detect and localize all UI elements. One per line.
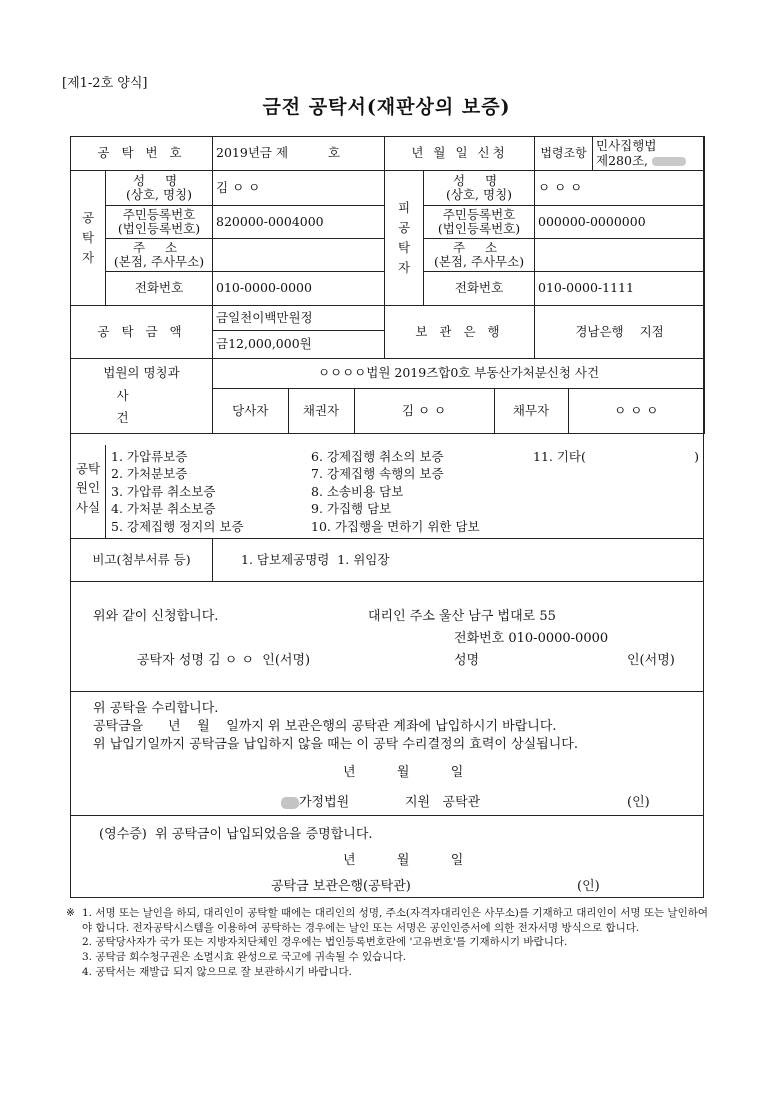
depositor-side-label: 공 탁 자 xyxy=(71,171,106,306)
agent-address: 대리인 주소 울산 남구 법대로 55 xyxy=(368,609,556,624)
depositee-name-value: ㅇ ㅇ ㅇ xyxy=(535,171,705,206)
depositor-name-label: 성 명 (상호, 명칭) xyxy=(106,171,213,206)
amount-korean: 금일천이백만원정 xyxy=(213,306,385,331)
note-item: 3. 공탁금 회수청구권은 소멸시효 완성으로 국고에 귀속될 수 있습니다. xyxy=(82,951,407,964)
depositee-side-label: 피 공 탁 자 xyxy=(385,171,424,306)
depositor-name-value: 김 ㅇ ㅇ xyxy=(213,171,385,206)
creditor-value: 김 ㅇ ㅇ xyxy=(354,389,494,433)
depositee-phone-label: 전화번호 xyxy=(424,272,535,306)
party-label: 당사자 xyxy=(213,389,288,433)
note-item: 2. 공탁당사자가 국가 또는 지방자치단체인 경우에는 법인등록번호란에 '고유번호'를 기재하시기 바랍니다. xyxy=(82,936,568,949)
depositee-address-label: 주 소 (본점, 주사무소) xyxy=(424,239,535,272)
debtor-label: 채무자 xyxy=(494,389,568,433)
request-date: 년 월 일 신청 xyxy=(385,137,535,171)
reason-list-left xyxy=(111,448,244,535)
court-case: ㅇㅇㅇㅇ법원 2019즈합0호 부동산가처분신청 사건 xyxy=(213,359,705,389)
law-clause-value: 민사집행법 제280조, xyxy=(593,137,705,171)
agent-seal: 인(서명) xyxy=(627,653,675,668)
receipt-section xyxy=(71,815,703,897)
reason-item: 1. 가압류보증 xyxy=(111,449,188,464)
agent-phone: 전화번호 010-0000-0000 xyxy=(454,631,609,646)
reason-section xyxy=(71,445,703,539)
receipt-date: 년 월 일 xyxy=(343,853,464,868)
application-statement: 위와 같이 신청합니다. xyxy=(93,609,219,624)
deposit-number-value: 2019년금 제 호 xyxy=(213,137,385,171)
depositor-phone-label: 전화번호 xyxy=(106,272,213,306)
reason-list-middle xyxy=(311,448,480,535)
reason-item: 6. 강제집행 취소의 보증 xyxy=(311,449,444,464)
acceptance-date: 년 월 일 xyxy=(343,765,464,780)
document-title: 금전 공탁서(재판상의 보증) xyxy=(262,96,511,118)
notes xyxy=(66,906,716,979)
deposit-number-label: 공 탁 번 호 xyxy=(71,137,213,171)
depositee-id-value: 000000-0000000 xyxy=(535,206,705,239)
application-section xyxy=(71,581,703,692)
receipt-line: (영수증) 위 공탁금이 납입되었음을 증명합니다. xyxy=(99,827,373,842)
court-parties xyxy=(213,389,705,434)
acceptance-branch: 지원 공탁관 xyxy=(405,795,481,810)
depositor-address-label: 주 소 (본점, 주사무소) xyxy=(106,239,213,272)
reason-item: 8. 소송비용 담보 xyxy=(311,483,404,499)
acceptance-court: 가정법원 xyxy=(281,791,349,810)
creditor-label: 채권자 xyxy=(288,389,354,433)
reason-item-other: 11. 기타( ) xyxy=(533,449,699,464)
reason-item: 10. 가집행을 면하기 위한 담보 xyxy=(311,518,480,534)
depositee-name-label: 성 명 (상호, 명칭) xyxy=(424,171,535,206)
acceptance-line-3: 위 납입기일까지 공탁금을 납입하지 않을 때는 이 공탁 수리결정의 효력이 상실됩니다. xyxy=(93,737,578,752)
depositor-id-value: 820000-0004000 xyxy=(213,206,385,239)
note-item: 1. 서명 또는 날인을 하되, 대리인이 공탁할 때에는 대리인의 성명, 주소(자격자대리인은 사무소)를 기재하고 대리인이 서명 또는 날인하여야 합니다. 전자공탁시스템을 이용하여 공탁하는 경우에는 날인 또는 서명은 공인인증서에 의한 전자서명 방식으로 합니다. xyxy=(82,907,709,934)
reason-item: 3. 가압류 취소보증 xyxy=(111,483,216,499)
reason-label: 공탁 원인 사실 xyxy=(71,445,106,538)
remarks-label: 비고(첨부서류 등) xyxy=(71,538,213,581)
remarks-value: 1. 담보제공명령 1. 위임장 xyxy=(241,552,390,567)
amount-label: 공 탁 금 액 xyxy=(71,306,213,359)
reason-item: 5. 강제집행 정지의 보증 xyxy=(111,518,244,534)
depositee-address-value xyxy=(535,239,705,272)
depositor-id-label: 주민등록번호 (법인등록번호) xyxy=(106,206,213,239)
reason-item: 7. 강제집행 속행의 보증 xyxy=(311,466,444,482)
amount-numeric: 금12,000,000원 xyxy=(213,331,385,359)
agent-name-label: 성명 xyxy=(454,653,480,668)
depositee-id-label: 주민등록번호 (법인등록번호) xyxy=(424,206,535,239)
receipt-bank: 공탁금 보관은행(공탁관) xyxy=(271,879,411,894)
depositor-address-value xyxy=(213,239,385,272)
note-item: 4. 공탁서는 재발급 되지 않으므로 잘 보관하시기 바랍니다. xyxy=(82,965,353,978)
reason-item: 4. 가처분 취소보증 xyxy=(111,501,216,517)
redacted-mark xyxy=(652,157,686,166)
receipt-seal: (인) xyxy=(577,879,600,894)
reason-item: 9. 가집행 담보 xyxy=(311,501,392,517)
acceptance-seal: (인) xyxy=(627,795,650,810)
acceptance-section xyxy=(71,691,703,816)
depositee-phone-value: 010-0000-1111 xyxy=(535,272,705,306)
deposit-form xyxy=(70,136,704,898)
acceptance-line-1: 위 공탁을 수리합니다. xyxy=(93,701,219,716)
acceptance-line-2: 공탁금을 년 월 일까지 위 보관은행의 공탁관 계좌에 납입하시기 바랍니다. xyxy=(93,719,557,734)
reason-item: 2. 가처분보증 xyxy=(111,466,188,482)
law-clause-label: 법령조항 xyxy=(535,137,593,171)
redacted-mark xyxy=(281,797,299,809)
note-mark: ※ xyxy=(66,907,75,919)
remarks-section xyxy=(71,538,703,582)
depositor-signature: 공탁자 성명 김 ㅇ ㅇ 인(서명) xyxy=(137,653,311,668)
depositor-phone-value: 010-0000-0000 xyxy=(213,272,385,306)
form-number: [제1-2호 양식] xyxy=(62,76,148,91)
main-table xyxy=(70,136,705,434)
debtor-value: ㅇ ㅇ ㅇ xyxy=(614,402,659,418)
court-label: 법원의 명칭과 사 건 xyxy=(71,359,213,434)
bank-value: 경남은행 지점 xyxy=(535,306,705,359)
bank-label: 보 관 은 행 xyxy=(385,306,535,359)
